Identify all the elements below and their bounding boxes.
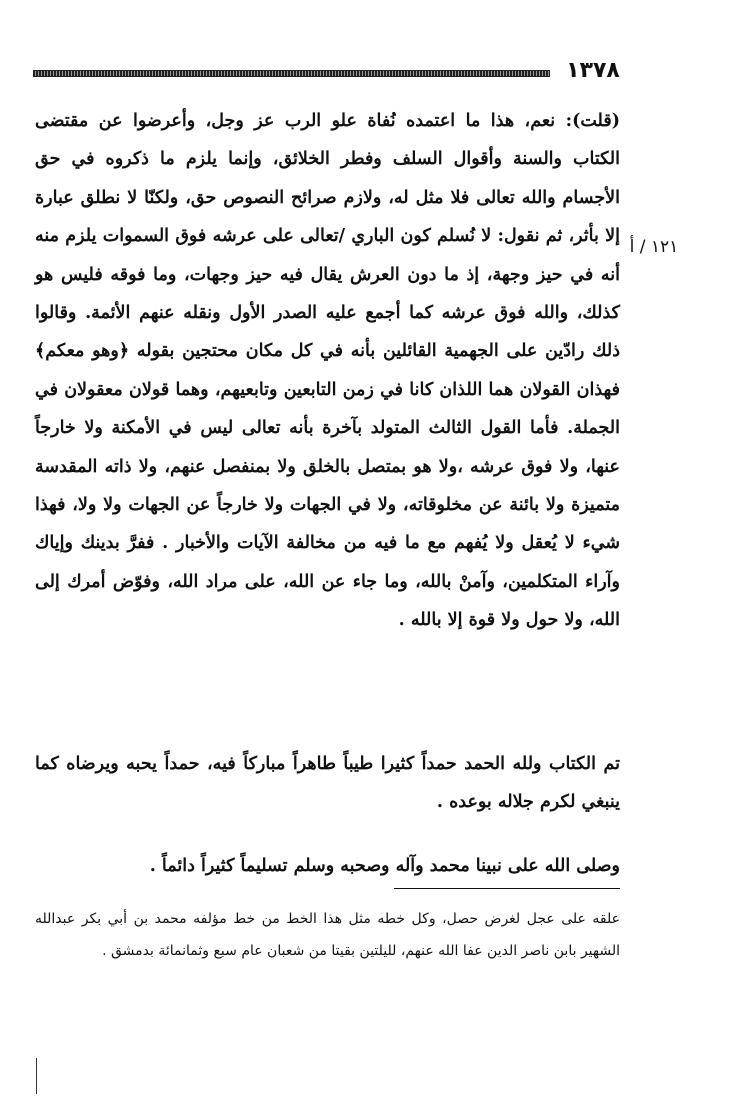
page-number: ١٣٧٨ bbox=[566, 58, 620, 83]
main-paragraph: (قلت): نعم، هذا ما اعتمده نُفاة علو الرب عز وجل، وأعرضوا عن مقتضى الكتاب والسنة وأقوال السلف وفطر الخلائق، وإنما يلزم ما ذكروه في حق الأجسام والله تعالى فلا مثل له، ولازم صرائح النصوص حق، ولكنّا لا نطلق عبارة إلا بأثر، ثم نقول: لا نُسلم كون الباري /تعالى على عرشه فوق السموات يلزم منه أنه في حيز وجهة، إذ ما دون العرش يقال فيه حيز وجهات، وما فوقه فليس هو كذلك، والله فوق عرشه كما أجمع عليه الصدر الأول ونقله عنهم الأئمة. وقالوا ذلك رادّين على الجهمية القائلين بأنه في كل مكان محتجين بقوله ﴿وهو معكم﴾ فهذان القولان هما اللذان كانا في زمن التابعين وتابعيهم، وهما قولان معقولان في الجملة. فأما القول الثالث المتولد بآخرة بأنه تعالى ليس في الأمكنة ولا خارجاً عنها، ولا فوق عرشه ،ولا هو بمتصل بالخلق ولا بمنفصل عنهم، ولا ذاته المقدسة متميزة ولا بائنة عن مخلوقاته، ولا في الجهات ولا خارجاً عن الجهات ولا ولا، فهذا شيء لا يُعقل ولا يُفهم مع ما فيه من مخالفة الآيات والأخبار . ففرَّ بدينك وإياك وآراء المتكلمين، وآمنْ بالله، وما جاء عن الله، على مراد الله، وفوّض أمرك إلى الله، ولا حول ولا قوة إلا بالله . bbox=[35, 111, 620, 631]
scan-edge-mark bbox=[36, 1058, 37, 1094]
closing-paragraph: تم الكتاب ولله الحمد حمداً كثيرا طيباً طاهراً مباركاً فيه، حمداً يحبه ويرضاه كما ينبغي لكرم جلاله بوعده . bbox=[35, 754, 620, 812]
header-rule bbox=[33, 70, 550, 77]
closing-text bbox=[35, 745, 620, 821]
margin-reference: ١٢١ / أ bbox=[629, 237, 679, 257]
final-blessing-line: وصلى الله على نبينا محمد وآله وصحبه وسلم تسليماً كثيراً دائماً . bbox=[149, 856, 620, 876]
footnote-rule bbox=[394, 888, 620, 889]
colophon bbox=[35, 904, 620, 967]
main-text bbox=[35, 102, 620, 640]
colophon-text: علقه على عجل لغرض حصل، وكل خطه مثل هذا الخط من خط مؤلفه محمد بن أبي بكر عبدالله الشهير بابن ناصر الدين عفا الله عنهم، لليلتين بقيتا من شعبان عام سبع وثمانمائة بدمشق . bbox=[35, 911, 620, 959]
